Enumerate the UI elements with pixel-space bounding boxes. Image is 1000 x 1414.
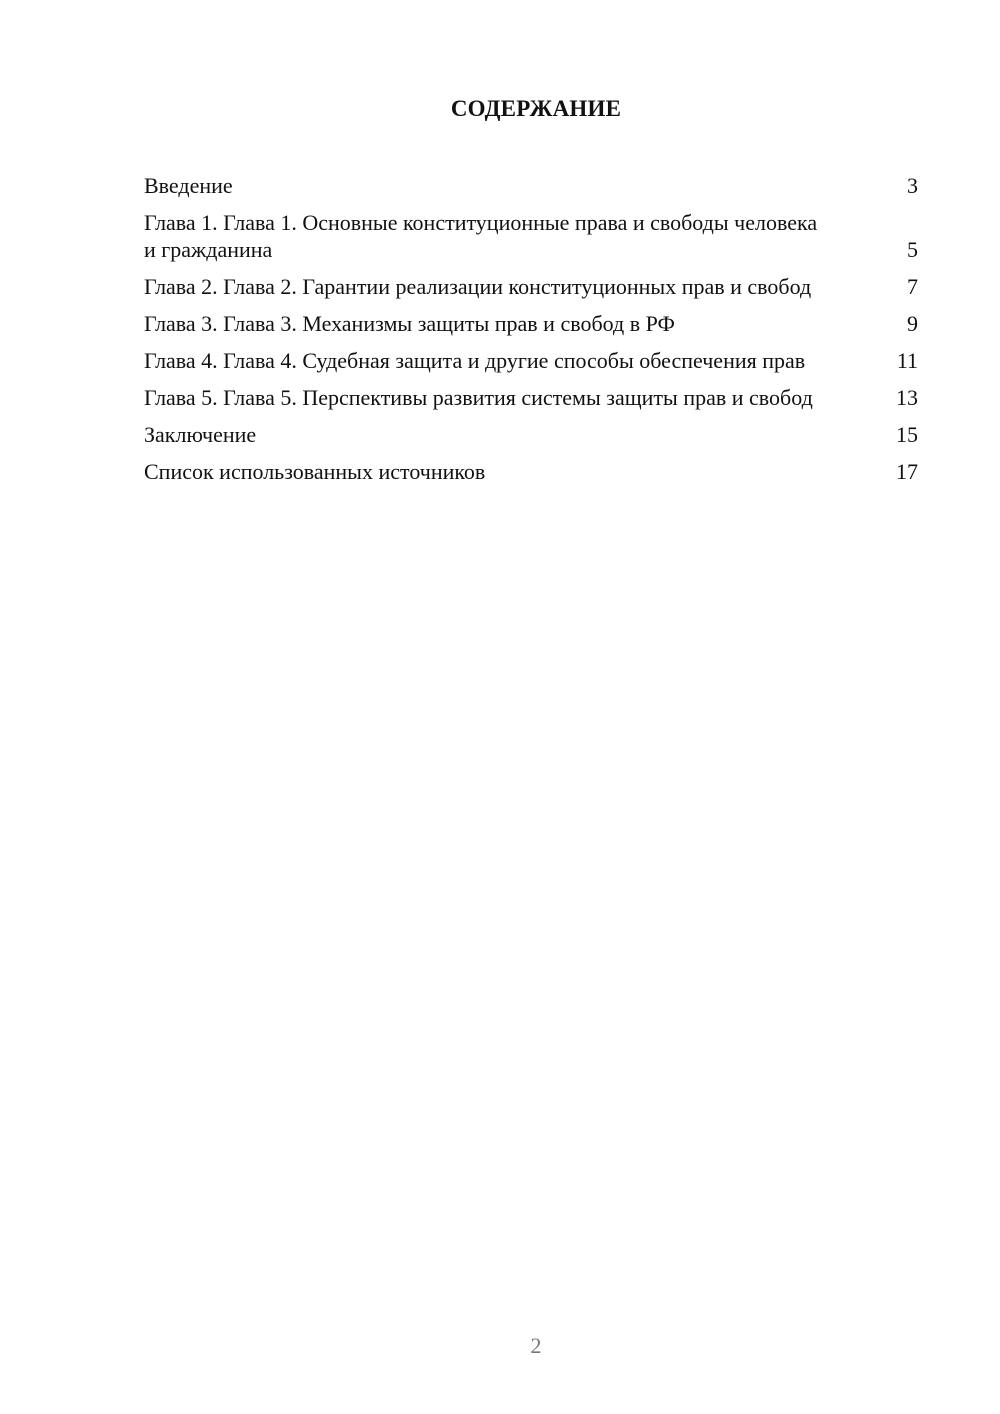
toc-entry-page: 7 (907, 274, 918, 299)
toc-entry-chapter-4 (144, 347, 918, 374)
toc-entry-label: Список использованных источников (144, 459, 486, 484)
table-of-contents (144, 172, 918, 495)
toc-entry-page: 5 (907, 237, 918, 262)
toc-entry-label: Введение (144, 173, 233, 198)
toc-entry-chapter-1 (144, 209, 918, 263)
toc-entry-conclusion (144, 421, 918, 448)
toc-entry-page: 13 (896, 385, 918, 410)
toc-entry-page: 17 (896, 459, 918, 484)
toc-entry-chapter-2 (144, 273, 918, 300)
toc-entry-label: Глава 5. Глава 5. Перспективы развития системы защиты прав и свобод (144, 385, 813, 410)
toc-entry-label: Заключение (144, 422, 257, 447)
toc-entry-label: Глава 4. Глава 4. Судебная защита и другие способы обеспечения прав (144, 348, 806, 373)
toc-entry-page: 15 (896, 422, 918, 447)
toc-title: СОДЕРЖАНИЕ (450, 96, 622, 121)
toc-entry-chapter-5 (144, 384, 918, 411)
toc-entry-page: 11 (896, 348, 918, 373)
toc-entry-label: Глава 1. Глава 1. Основные конституционные права и свободы человека и гражданина (144, 210, 818, 262)
toc-entry-chapter-3 (144, 310, 918, 337)
toc-entry-references (144, 458, 918, 485)
toc-entry-label: Глава 2. Глава 2. Гарантии реализации конституционных прав и свобод (144, 274, 812, 299)
toc-entry-page: 3 (907, 173, 918, 198)
toc-entry-page: 9 (907, 311, 918, 336)
toc-entry-label: Глава 3. Глава 3. Механизмы защиты прав и свобод в РФ (144, 311, 675, 336)
toc-entry-introduction (144, 172, 918, 199)
page-number: 2 (530, 1333, 542, 1358)
